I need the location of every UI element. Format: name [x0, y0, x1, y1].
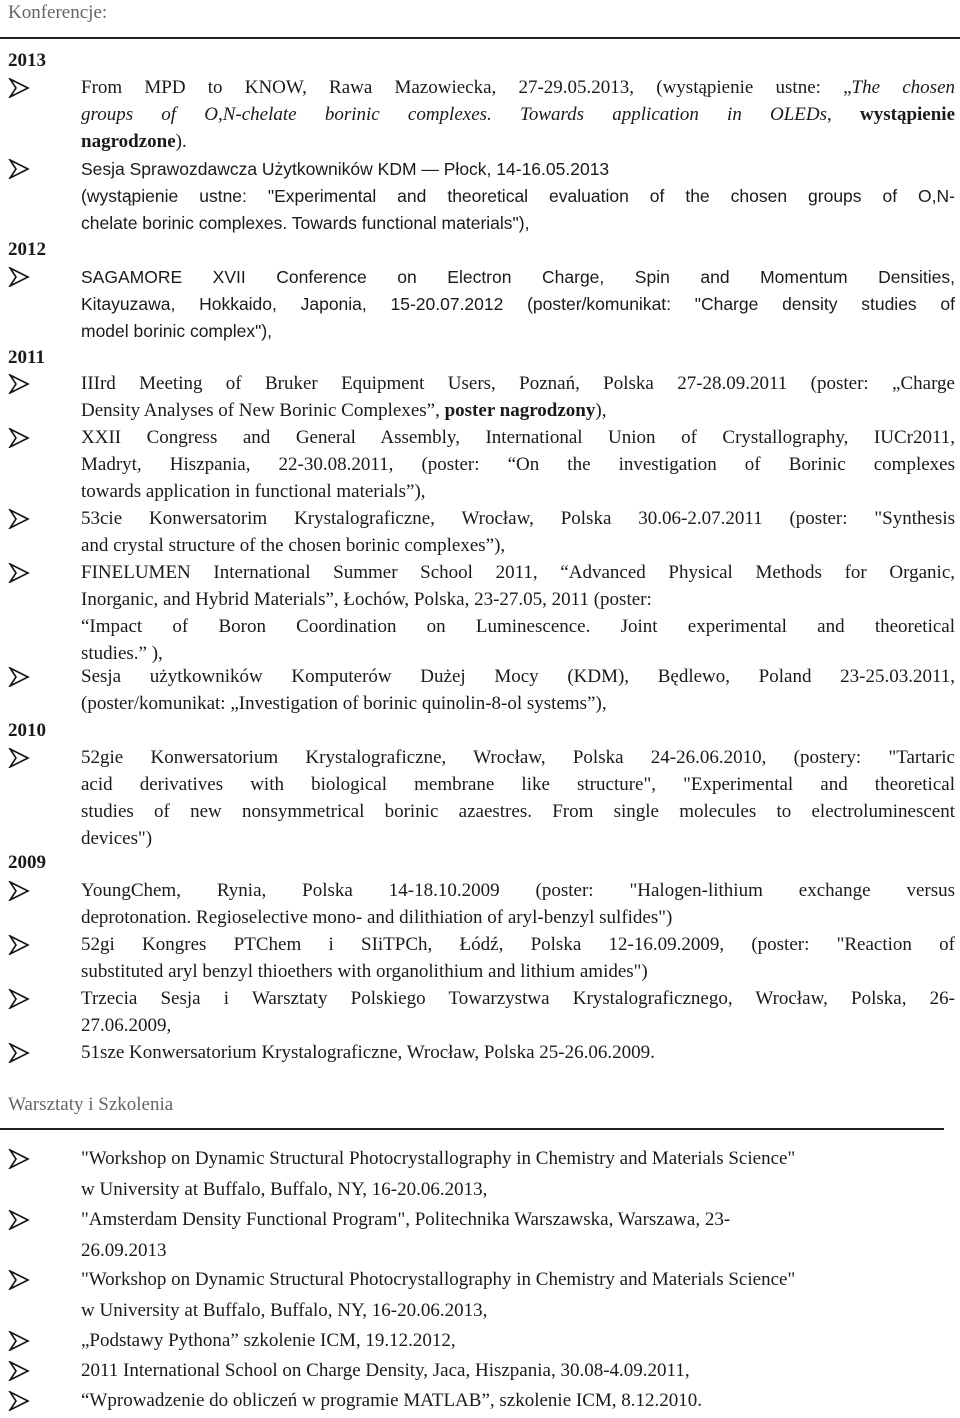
arrow-bullet-icon: [8, 881, 30, 901]
arrow-bullet-icon: [8, 667, 30, 687]
arrow-bullet-icon: [8, 1331, 30, 1351]
arrow-bullet-icon: [8, 374, 30, 394]
year-2012: 2012: [8, 239, 46, 260]
arrow-bullet-icon: [8, 1391, 30, 1411]
arrow-bullet-icon: [8, 563, 30, 583]
arrow-bullet-icon: [8, 989, 30, 1009]
arrow-bullet-icon: [8, 428, 30, 448]
conferences-heading: Konferencje:: [8, 2, 108, 23]
arrow-bullet-icon: [8, 509, 30, 529]
arrow-bullet-icon: [8, 78, 30, 98]
year-2013: 2013: [8, 50, 46, 71]
arrow-bullet-icon: [8, 1270, 30, 1290]
arrow-bullet-icon: [8, 267, 30, 287]
year-2011: 2011: [8, 347, 45, 368]
workshops-rule: [0, 1128, 944, 1130]
arrow-bullet-icon: [8, 1149, 30, 1169]
year-2009: 2009: [8, 852, 46, 873]
arrow-bullet-icon: [8, 1043, 30, 1063]
workshops-heading: Warsztaty i Szkolenia: [8, 1094, 174, 1115]
arrow-bullet-icon: [8, 1210, 30, 1230]
arrow-bullet-icon: [8, 159, 30, 179]
year-2010: 2010: [8, 720, 46, 741]
arrow-bullet-icon: [8, 935, 30, 955]
conferences-rule: [0, 37, 960, 39]
arrow-bullet-icon: [8, 748, 30, 768]
arrow-bullet-icon: [8, 1361, 30, 1381]
